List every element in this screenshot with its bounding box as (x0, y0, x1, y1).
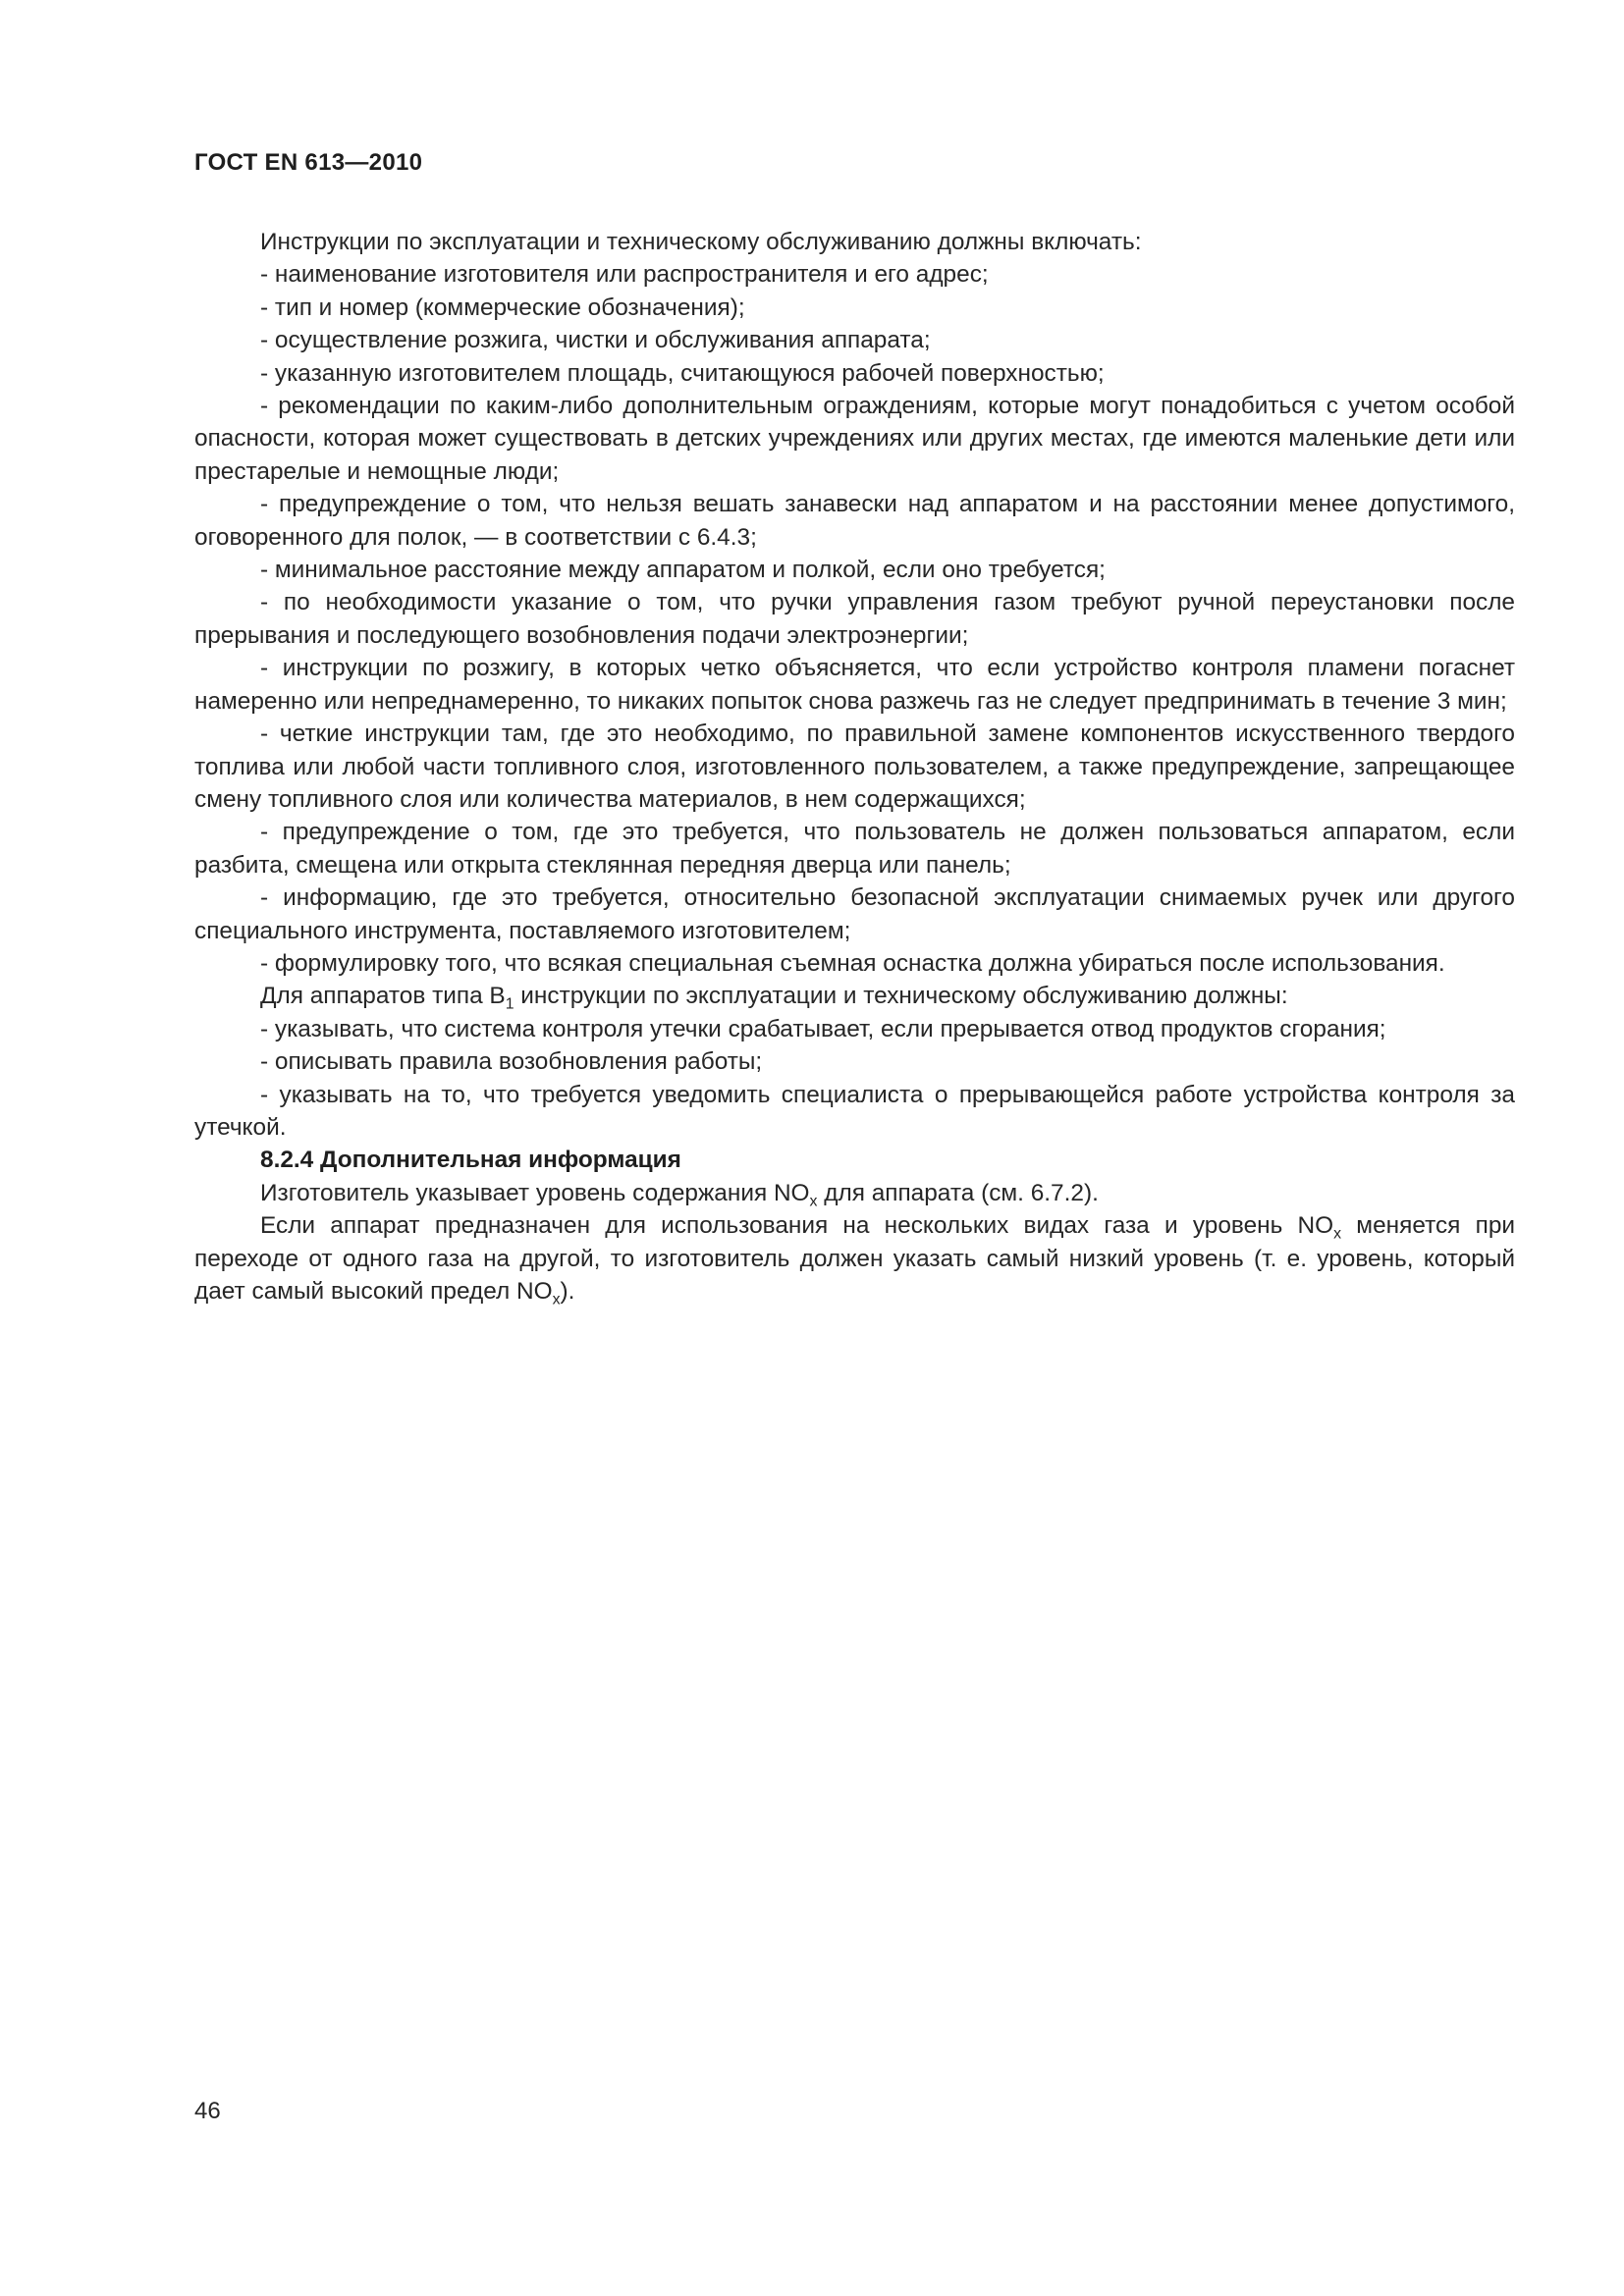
list-item: - описывать правила возобновления работы; (260, 1048, 763, 1076)
list-item: - осуществление розжига, чистки и обслуживания аппарата; (260, 327, 931, 354)
section-heading: 8.2.4 Дополнительная информация (260, 1147, 681, 1174)
list-item: - инструкции по розжигу, в которых четко объясняется, что если устройство контроля пламени погаснет намеренно или непреднамеренно, то никаких попыток снова разжечь газ не следует предпринимать в течение 3 мин; (194, 655, 1515, 715)
b1-intro-text: Для аппаратов типа В (260, 983, 506, 1010)
list-item: - четкие инструкции там, где это необходимо, по правильной замене компонентов искусственного твердого топлива или любой части топливного слоя, изготовленного пользователем, а также предупреждение, запрещающее смену топливного слоя или количества материалов, в нем содержащихся; (194, 721, 1515, 813)
list-item: - наименование изготовителя или распространителя и его адрес; (260, 261, 989, 289)
document-header: ГОСТ EN 613—2010 (194, 149, 423, 176)
list-item: - указывать на то, что требуется уведомить специалиста о прерывающейся работе устройства контроля за утечкой. (194, 1081, 1515, 1141)
multi-gas-text: Если аппарат предназначен для использования на нескольких видах газа и уровень NO (260, 1212, 1334, 1240)
list-item: - тип и номер (коммерческие обозначения); (260, 294, 745, 321)
multi-gas-paragraph (194, 1209, 1515, 1308)
b1-intro-text-end: инструкции по эксплуатации и техническому обслуживанию должны: (514, 983, 1288, 1010)
page-number: 46 (194, 2098, 221, 2124)
list-item: - минимальное расстояние между аппаратом и полкой, если оно требуется; (260, 557, 1106, 584)
b1-intro-paragraph (194, 980, 1515, 1012)
list-item: - рекомендации по каким-либо дополнительным ограждениям, которые могут понадобиться с учетом особой опасности, которая может существовать в детских учреждениях или других местах, где имеются маленькие дети или престарелые и немощные люди; (194, 393, 1515, 485)
multi-gas-text-end: ). (560, 1278, 575, 1305)
nox-paragraph (194, 1177, 1515, 1209)
list-item: - указанную изготовителем площадь, считающуюся рабочей поверхностью; (260, 359, 1105, 387)
list-item: - указывать, что система контроля утечки срабатывает, если прерывается отвод продуктов сгорания; (260, 1015, 1386, 1042)
list-item: - по необходимости указание о том, что ручки управления газом требуют ручной переустановки после прерывания и последующего возобновления подачи электроэнергии; (194, 589, 1515, 649)
paragraph: Инструкции по эксплуатации и техническому обслуживанию должны включать: (260, 229, 1142, 255)
nox-subscript: x (552, 1291, 561, 1308)
nox-subscript: x (809, 1193, 818, 1210)
b1-subscript: 1 (505, 995, 514, 1013)
list-item: - информацию, где это требуется, относительно безопасной эксплуатации снимаемых ручек или другого специального инструмента, поставляемого изготовителем; (194, 884, 1515, 944)
nox-subscript: x (1333, 1225, 1342, 1243)
nox-text: Изготовитель указывает уровень содержания NO (260, 1179, 810, 1206)
list-item: - предупреждение о том, что нельзя вешать занавески над аппаратом и на расстоянии менее допустимого, оговоренного для полок, — в соответствии с 6.4.3; (194, 491, 1515, 551)
document-body (194, 226, 1515, 1308)
nox-text-end: для аппарата (см. 6.7.2). (817, 1179, 1099, 1206)
list-item: - формулировку того, что всякая специальная съемная оснастка должна убираться после использования. (260, 949, 1445, 977)
multi-gas-text-cont: меняется при переходе от одного газа на другой, то изготовитель должен указать самый низкий уровень (т. е. уровень, который дает самый высокий предел NO (194, 1212, 1516, 1305)
list-item: - предупреждение о том, где это требуется, что пользователь не должен пользоваться аппаратом, если разбита, смещена или открыта стеклянная передняя дверца или панель; (194, 819, 1515, 879)
